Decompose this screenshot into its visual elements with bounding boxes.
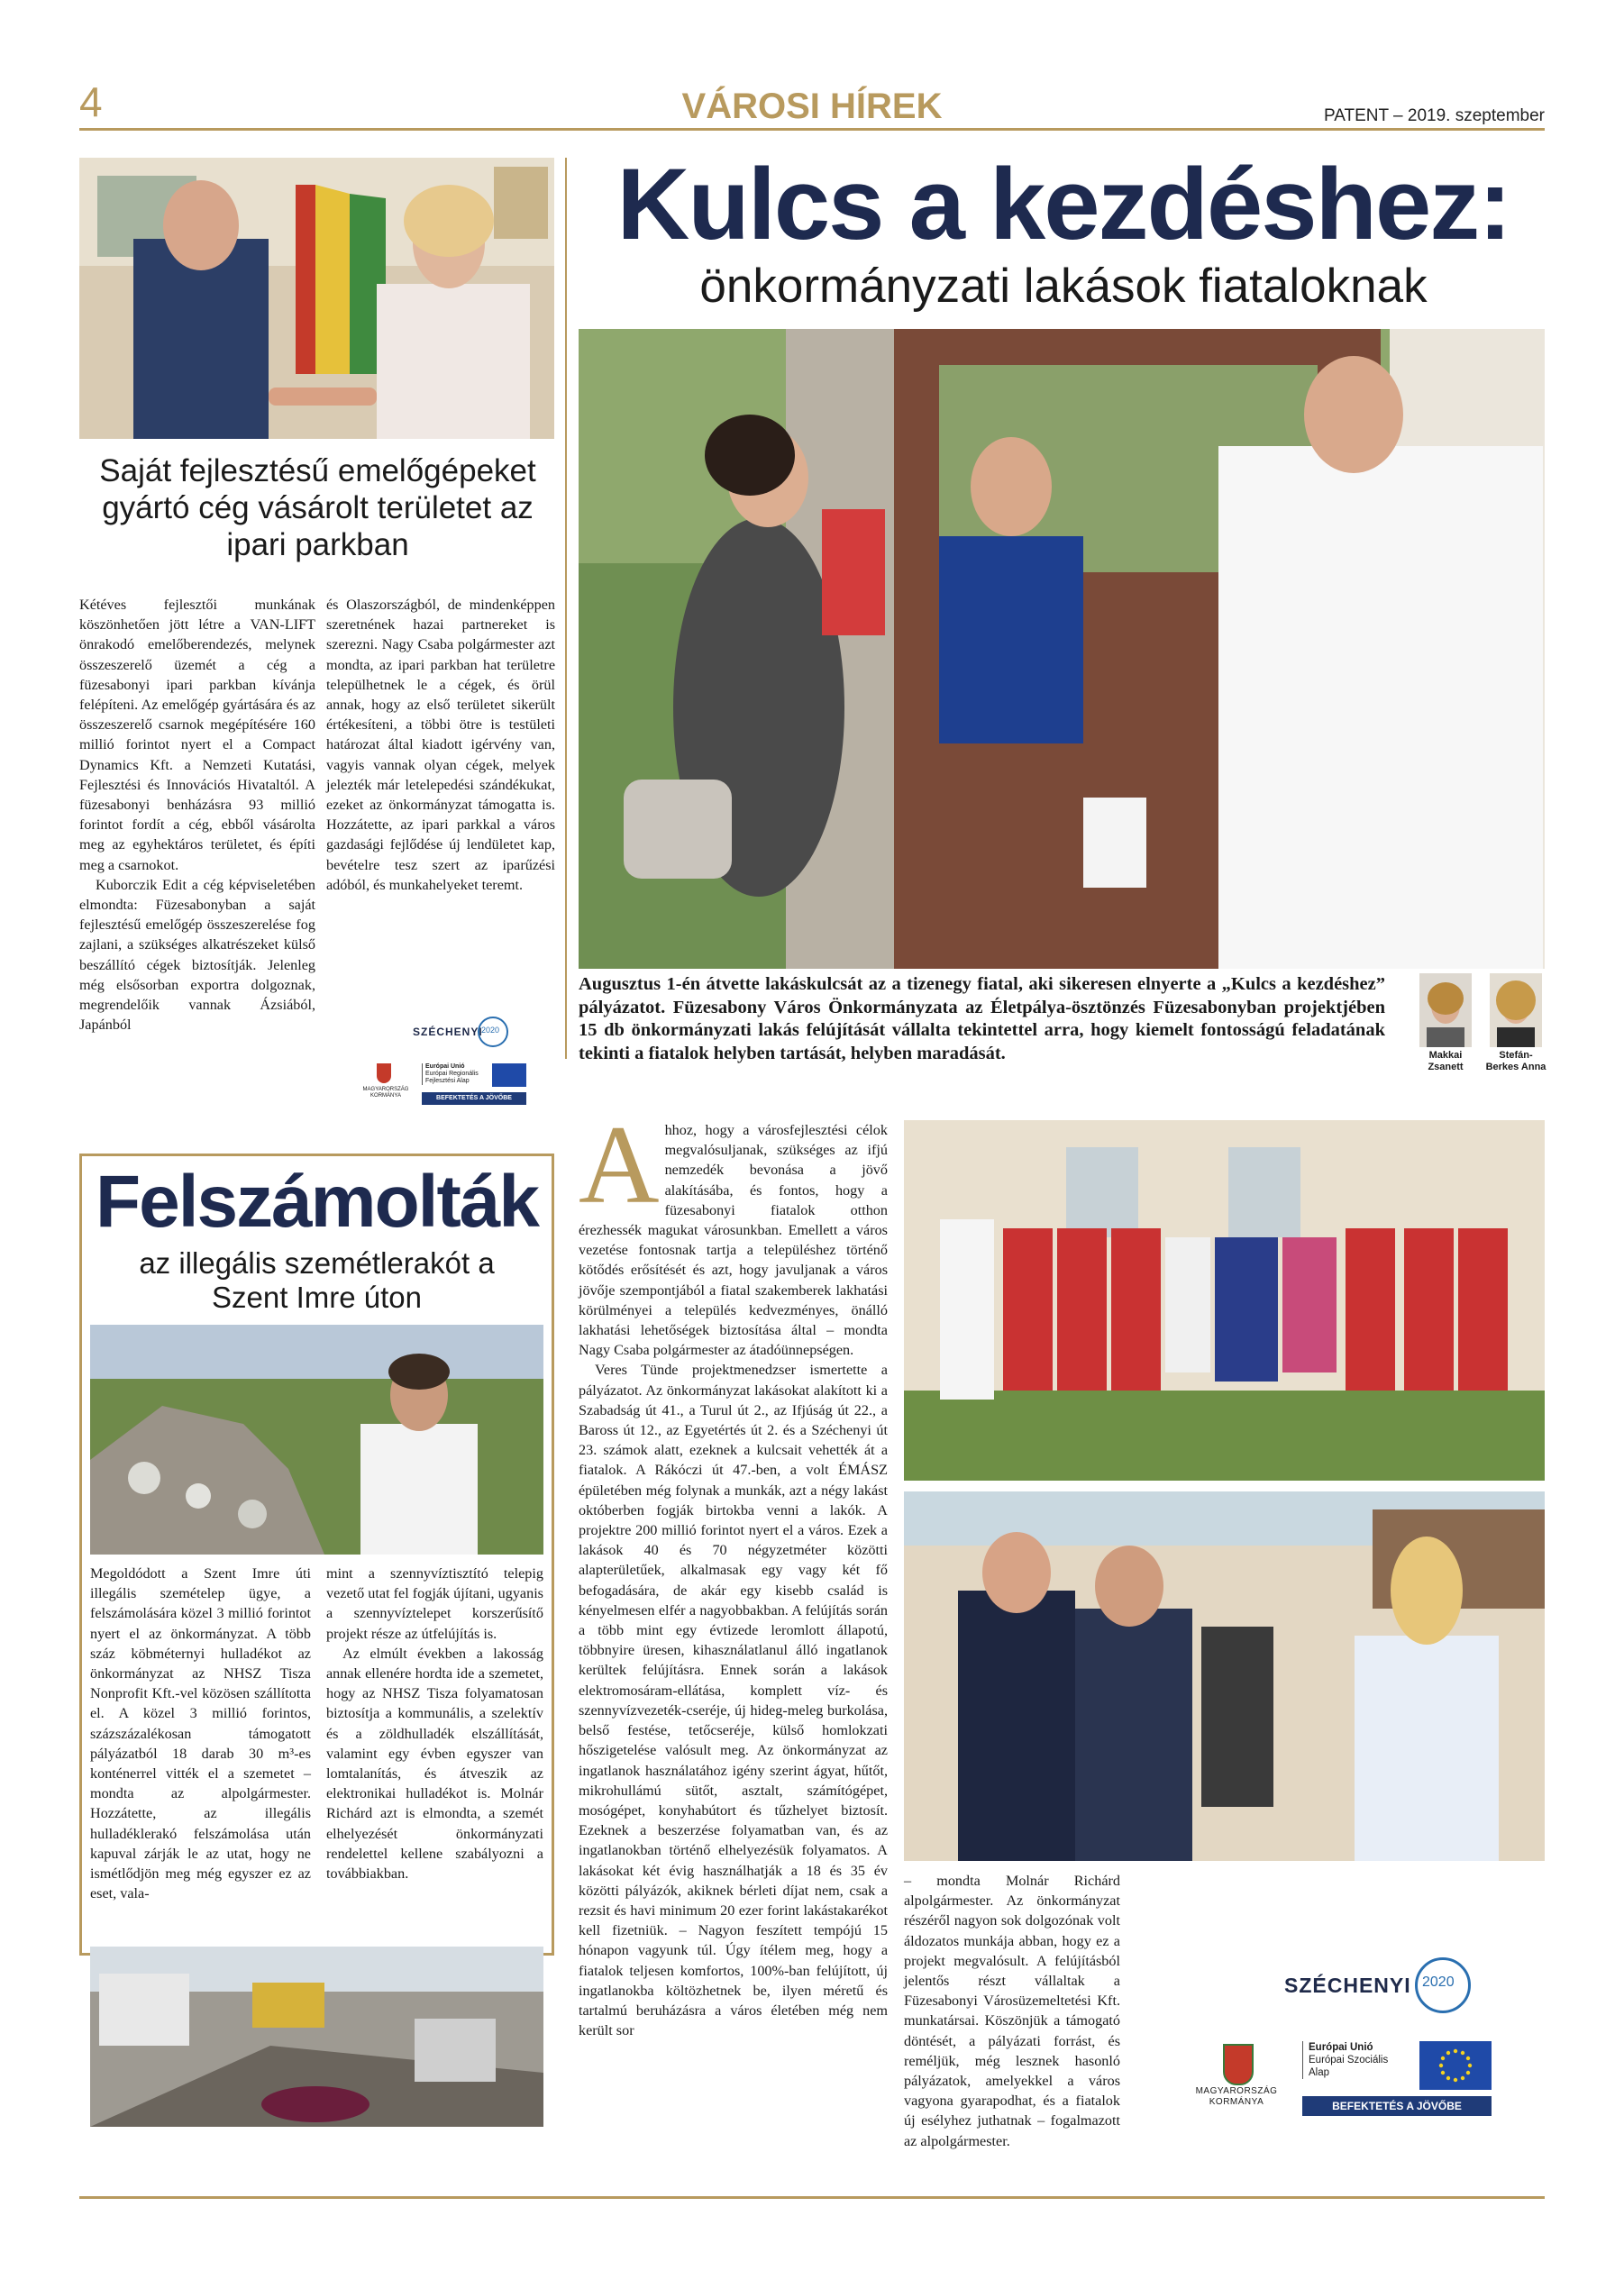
article-main-title: Kulcs a kezdéshez: (616, 148, 1510, 260)
article-main-p1: hhoz, hogy a városfejlesztési célok megvalósuljanak, szükséges az ifjú nemzedék bevonása a jövő alakításába, és fontos, hogy a füzesabonyi fiatalok otthon érezhessék magukat városunkban. Emellett a város vezetése fontosnak tartja a településhez történő kötődés erősítését és azt, hogy javuljanak a város jövője szempontjából a fiatal szakemberek lakhatási körülményei a település kedvezményes, önálló lakhatási lehetőségek biztosítása által – mondta Nagy Csaba polgármester az átadóünnepségen. (579, 1122, 888, 1359)
article-left-p2: Kuborczik Edit a cég képviseletében elmondta: Füzesabonyban a saját fejlesztésű emelőgép összeszerelése fog zajlani, a szükséges alkatrészeket külső beszállító cégek biztosítják. Jelenleg még elsősorban exportra dolgoznak, megrendelőik vannak Ázsiából, Japánból (79, 876, 315, 1034)
author-name-2: Stefán-Berkes Anna (1485, 1050, 1546, 1072)
eu-text-large (1302, 2041, 1408, 2079)
slogan-large: BEFEKTETÉS A JÖVŐBE (1302, 2096, 1492, 2116)
photo-dump-man (90, 1325, 543, 1555)
article-left-col2 (326, 595, 555, 895)
photo-key-handover (579, 329, 1545, 969)
article-bottom-p3: Az elmúlt években a lakosság annak ellenére hordta ide a szemetet, hogy az NHSZ Tisza folyamatosan biztosítja a kommunális, a szelektív és a zöldhulladék elszállítását, valamint egy évben egyszer van lomtalanítás, és átveszik az elektronikai hulladékot is. Molnár Richárd azt is elmondta, a szemét elhelyezését önkormányzati rendelettel kellene szabályozni a továbbiakban. (326, 1645, 543, 1883)
article-main-p3: – mondta Molnár Richárd alpolgármester. Az önkormányzat részéről nagyon sok dolgozónak volt áldozatos munkája abban, hogy ez a projekt megvalósult. A felújításból jelentős részt vállaltak a Füzesabonyi Városüzemeltetési Kft. munkatársai. Köszönjük a támogató döntését, a pályázati forrást, és reméljük, még lesznek hasonló pályázatok, amelyekkel a város vagyona gyarapodhat, és a fiatalok új esélyhez juthatnak – fogalmazott az alpolgármester. (904, 1873, 1120, 2149)
szechenyi-title-small: SZÉCHENYI (413, 1026, 483, 1038)
column-divider (565, 158, 567, 1059)
article-bottom-title: Felszámolták (96, 1161, 538, 1243)
szechenyi-title-large: SZÉCHENYI (1284, 1974, 1411, 1997)
article-left-col1 (79, 595, 315, 1035)
eu-line1-small: Európai Unió (425, 1063, 465, 1070)
header-rule (79, 128, 1545, 131)
crest-icon-small (377, 1063, 391, 1083)
eu-flag-icon-small (492, 1063, 526, 1087)
article-main-p2: Veres Tünde projektmenedzser ismertette a pályázatot. Az önkormányzat lakásokat alakított ki a Szabadság út 41., a Turul út 2., az Ifjúság út 22., a Baross út 12., az Egyetértés út 2. és a Széchenyi út 23. számok alatt, ezeknek a kulcsait vehették át a fiatalok. A Rákóczi út 47.-ben, a volt ÉMÁSZ épületében még folynak a munkák, azt a négy lakást októberben fogják birtokba venni a lakók. A projektre 200 millió forintot nyert el a város. Ezek a lakások 40 és 70 négyzetméter közötti alapterületűek, alkalmasak egy vagy két fő befogadására, de akár egy kisebb család is kényelmesen elfér a nagyobbakban. A felújítás során a több mint egy évtizede leromlott állapotú, többnyire üresen, kihasználatlanul álló ingatlanok kerültek felújításra. Ennek során a lakások elektromosáram-ellátása, komplett víz- és szennyvízvezeték-cseréje, új hideg-meleg burkolása, belső festése, tetőcseréje, külső homlokzati hőszigetelése valósult meg. Az önkormányzat az ingatlanok használatához igény szerint ágyat, hűtőt, mikrohullámú sütőt, asztalt, számítógépet, mosógépet, konyhabútort és tűzhelyet biztosít. Ezeknek a beszerzése folyamatban van, és az ingatlanokban történő elhelyezésük folyamatos. A lakásokat két évig használhatják a 18 és 35 év közötti pályázók, akiknek bérleti díjat nem, csak a rezsit és havi minimum 20 ezer forint lakástakarékot kell fizetniük. – Nagyon feszített tempójú 15 hónapon vagyunk túl. Úgy ítélem meg, hogy a fiatalok teljesen komfortos, 100%-ban felújított, új ingatlanokba költözhetnek be, ilyen méretű és tartalmú beruházásra a város életében még nem került sor (579, 1362, 888, 2039)
photo-handshake-2 (904, 1491, 1545, 1861)
gov-line1-small: MAGYARORSZÁG (362, 1087, 409, 1092)
dropcap: A (579, 1103, 660, 1227)
eu-line2-small: Európai Regionális Fejlesztési Alap (425, 1071, 479, 1084)
eu-flag-icon-large (1419, 2041, 1492, 2090)
eu-line2-large: Európai Szociális Alap (1309, 2055, 1389, 2078)
gov-line2-large: KORMÁNYA (1209, 2097, 1264, 2107)
section-title: VÁROSI HÍREK (681, 87, 943, 126)
article-bottom-p1: Megoldódott a Szent Imre úti illegális szemételep ügye, a felszámolására közel 3 millió forintot nyert el az önkormányzat. A több száz köbméternyi hulladékot az önkormányzat az NHSZ Tisza Nonprofit Kft.-vel közösen szállította el. A közel 3 millió forintos, százszázalékosan támogatott pályázatból 18 darab 30 m³-es konténerrel vitték el a szemetet – mondta az alpolgármester. Hozzátette, az illegális hulladéklerakó felszámolása után kapuval zárják le az utat, hogy ne ismétlődjön meg még egyszer ez az eset, vala- (90, 1565, 311, 1902)
photo-cleanup (90, 1947, 543, 2127)
article-left-p3: és Olaszországból, de mindenképpen szeretnének hazai partnereket is szerezni. Nagy Csaba polgármester azt mondta, az ipari parkban hat területre települhetnek le a cégek, és örül annak, hogy az első területet sikerült értékesíteni, a többi ötre is testületi határozat által kiadott igérvény van, vagyis vannak olyan cégek, melyek jelezték már letelepedési szándékukat, ezeket az önkormányzat támogatta is. Hozzátette, az ipari parkkal a város gazdasági fejlődése új lendületet kap, bevételre tesz szert az iparűzési adóból, és munkahelyeket teremt. (326, 597, 555, 893)
szechenyi-year-small: 2020 (481, 1026, 500, 1035)
article-main-col2 (904, 1871, 1120, 2151)
article-bottom-col2 (326, 1564, 543, 1883)
author-photo-1 (1419, 973, 1472, 1047)
article-main-col1 (579, 1103, 888, 2040)
gov-line1-large: MAGYARORSZÁG (1195, 2086, 1278, 2096)
page-number: 4 (79, 78, 103, 125)
slogan-small: BEFEKTETÉS A JÖVŐBE (422, 1092, 526, 1105)
issue-info: PATENT – 2019. szeptember (1323, 106, 1545, 125)
author-name-1: Makkai Zsanett (1428, 1050, 1464, 1072)
gov-line-small (359, 1087, 413, 1099)
szechenyi-logo-small (341, 1008, 539, 1114)
szechenyi-logo-large (1140, 1938, 1545, 2118)
photo-handshake (79, 158, 554, 439)
eu-text-small (422, 1063, 488, 1085)
szechenyi-year-large: 2020 (1422, 1974, 1455, 1990)
gov-line2-small: KORMÁNYA (370, 1093, 401, 1099)
author-photo-2 (1490, 973, 1542, 1047)
photo-group (904, 1120, 1545, 1481)
article-bottom-col1 (90, 1564, 311, 1903)
footer-rule (79, 2196, 1545, 2199)
article-main-subtitle: önkormányzati lakások fiataloknak (699, 260, 1428, 313)
crest-icon-large (1223, 2044, 1254, 2085)
article-left-p1: Kétéves fejlesztői munkának köszönhetően jött létre a VAN-LIFT önrakodó emelőberendezés, melynek összeszerelő üzemét a cég a füzesabonyi ipari parkban kívánja felépíteni. Az emelőgép gyártására és az összeszerelő csarnok megépítésére 160 millió forintot nyert el a Compact Dynamics Kft. a Nemzeti Kutatási, Fejlesztési és Innovációs Hivataltól. A füzesabonyi benházásra 93 millió forintot fordít a cég, ebből vásárolta meg az egyhektáros területet, és építi meg a csarnokot. (79, 597, 315, 873)
eu-line1-large: Európai Unió (1309, 2042, 1373, 2053)
article-bottom-subtitle: az illegális szemétlerakót a Szent Imre úton (139, 1246, 495, 1314)
article-bottom-p2: mint a szennyvíztisztító telepig vezető utat fel fogják újítani, ugyanis a szennyvíztelepet korszerűsítő projekt része az útfelújítás is. (326, 1565, 543, 1642)
article-main-lead: Augusztus 1-én átvette lakáskulcsát az a tizenegy fiatal, aki sikeresen elnyerte a „Kulcs a kezdéshez” pályázatot. Füzesabony Város Önkormányzata az Életpálya-ösztönzés Füzesabonyban projektjében 15 db önkormányzati lakás felújítását vállalta tekintettel arra, hogy kiemelt fontosságú feladatának tekinti a fiatalok helyben tartását, helyben maradását. (579, 974, 1385, 1063)
gov-line-large (1185, 2086, 1288, 2108)
article-left-title: Saját fejlesztésű emelőgépeket gyártó cég vásárolt területet az ipari parkban (99, 453, 536, 562)
